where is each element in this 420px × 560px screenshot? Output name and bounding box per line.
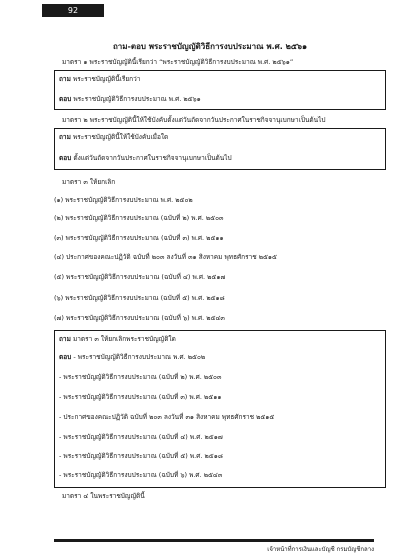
footer-rule	[54, 539, 374, 542]
answer-item: - พระราชบัญญัติวิธีการงบประมาณ (ฉบับที่ ๒) พ.ศ. ๒๕๐๓	[59, 373, 222, 381]
section1-text: มาตรา ๑ พระราชบัญญัตินี้เรียกว่า “พระราชบัญญัติวิธีการงบประมาณ พ.ศ. ๒๕๖๑”	[62, 58, 294, 66]
section3-qa-box	[54, 330, 386, 488]
repeal-item: (๖) พระราชบัญญัติวิธีการงบประมาณ (ฉบับที่ ๕) พ.ศ. ๒๕๑๘	[54, 294, 225, 302]
section2-text: มาตรา ๒ พระราชบัญญัตินี้ให้ใช้บังคับตั้งแต่วันถัดจากวันประกาศในราชกิจจานุเบกษาเป็นต้นไป	[62, 116, 326, 124]
answer-item: - ประกาศของคณะปฏิวัติ ฉบับที่ ๒๐๓ ลงวันที่ ๓๑ สิงหาคม พุทธศักราช ๒๕๑๕	[59, 413, 275, 421]
answer-text: พระราชบัญญัติวิธีการงบประมาณ พ.ศ. ๒๕๖๑	[73, 95, 201, 103]
answer-item: - พระราชบัญญัติวิธีการงบประมาณ (ฉบับที่ ๔) พ.ศ. ๒๕๑๗	[59, 433, 223, 441]
section1-qa-box	[54, 70, 386, 110]
answer-text: ตั้งแต่วันถัดจากวันประกาศในราชกิจจานุเบกษาเป็นต้นไป	[73, 154, 232, 162]
page-number: 92	[42, 4, 104, 17]
repeal-item: (๑) พระราชบัญญัติวิธีการงบประมาณ พ.ศ. ๒๕๐๒	[54, 196, 193, 204]
question-text: มาตรา ๓ ให้ยกเลิกพระราชบัญญัติใด	[72, 335, 176, 343]
section3-answer	[59, 353, 205, 362]
section4-text: มาตรา ๔ ในพระราชบัญญัตินี้	[62, 492, 145, 500]
document-title: ถาม-ตอบ พระราชบัญญัติวิธีการงบประมาณ พ.ศ. ๒๕๖๑	[112, 42, 308, 51]
section3-question	[59, 335, 176, 344]
answer-label: ตอบ	[59, 95, 72, 103]
repeal-item: (๕) พระราชบัญญัติวิธีการงบประมาณ (ฉบับที่ ๔) พ.ศ. ๒๕๑๗	[54, 273, 226, 281]
repeal-item: (๔) ประกาศของคณะปฏิวัติ ฉบับที่ ๒๐๓ ลงวันที่ ๓๑ สิงหาคม พุทธศักราช ๒๕๑๕	[54, 253, 277, 261]
answer-item: - พระราชบัญญัติวิธีการงบประมาณ (ฉบับที่ ๕) พ.ศ. ๒๕๑๘	[59, 452, 223, 460]
footer-text: เจ้าหน้าที่การเงินและบัญชี กรมบัญชีกลาง	[267, 546, 374, 553]
answer-label: ตอบ	[59, 154, 72, 162]
section2-question	[59, 133, 168, 142]
repeal-item: (๓) พระราชบัญญัติวิธีการงบประมาณ (ฉบับที่ ๓) พ.ศ. ๒๕๑๑	[54, 234, 224, 242]
question-label: ถาม	[59, 75, 71, 83]
question-label: ถาม	[59, 133, 71, 141]
question-label: ถาม	[59, 335, 71, 343]
section1-question	[59, 75, 140, 84]
section1-answer	[59, 95, 201, 104]
section2-answer	[59, 154, 232, 163]
section2-qa-box	[54, 128, 386, 170]
question-text: พระราชบัญญัตินี้เรียกว่า	[72, 75, 141, 83]
repeal-item: (๗) พระราชบัญญัติวิธีการงบประมาณ (ฉบับที่ ๖) พ.ศ. ๒๕๔๓	[54, 314, 225, 322]
answer-item: - พระราชบัญญัติวิธีการงบประมาณ (ฉบับที่ ๓) พ.ศ. ๒๕๑๑	[59, 393, 222, 401]
section3-text: มาตรา ๓ ให้ยกเลิก	[62, 178, 116, 186]
answer-text: - พระราชบัญญัติวิธีการงบประมาณ พ.ศ. ๒๕๐๒	[73, 353, 206, 361]
answer-label: ตอบ	[59, 353, 72, 361]
repeal-item: (๒) พระราชบัญญัติวิธีการงบประมาณ (ฉบับที่ ๒) พ.ศ. ๒๕๐๓	[54, 214, 224, 222]
answer-item: - พระราชบัญญัติวิธีการงบประมาณ (ฉบับที่ ๖) พ.ศ. ๒๕๔๓	[59, 471, 223, 479]
question-text: พระราชบัญญัตินี้ให้ใช้บังคับเมื่อใด	[72, 133, 169, 141]
